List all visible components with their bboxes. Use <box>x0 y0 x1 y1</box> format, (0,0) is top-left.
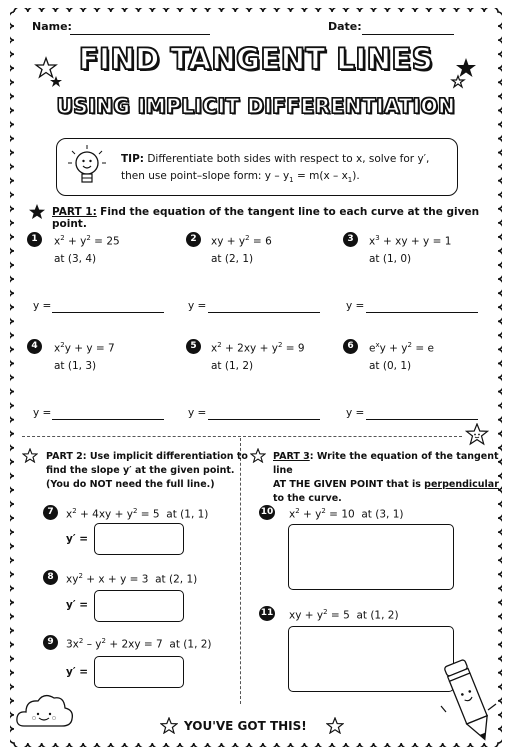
star-outline-icon <box>160 717 178 734</box>
footer-message: YOU'VE GOT THIS! <box>184 719 307 733</box>
problem-11: xy + $y^2 = 5$ at (1, 2) <box>289 608 399 622</box>
problem-number-5: 5 <box>186 339 201 354</box>
answer-line-5[interactable] <box>208 419 320 420</box>
part2-line2: find the slope y′ at the given point. <box>46 465 235 476</box>
part3-emphasis: perpendicular <box>424 479 499 490</box>
star-outline-icon <box>250 448 266 463</box>
part1-label: PART 1: <box>52 206 97 218</box>
answer-line-4[interactable] <box>52 419 164 420</box>
problem-9-point: at (1, 2) <box>169 638 212 651</box>
problem-5-point: at (1, 2) <box>211 359 254 372</box>
part3-heading <box>273 450 512 506</box>
name-field[interactable] <box>70 34 210 35</box>
answer-line-1[interactable] <box>52 312 164 313</box>
answer-line-6[interactable] <box>366 419 478 420</box>
date-field[interactable] <box>362 34 454 35</box>
problem-number-11: 11 <box>259 606 275 621</box>
tip-box <box>56 138 458 196</box>
answer-label-2: y = <box>188 300 207 312</box>
problem-3: $x^3$ + xy + y = 1 at (1, 0) <box>369 230 451 268</box>
problem-4-point: at (1, 3) <box>54 359 97 372</box>
problem-6-point: at (0, 1) <box>369 359 412 372</box>
tip-label: TIP: <box>121 153 144 165</box>
tip-line2-mid: = m(x – x <box>293 170 348 182</box>
problem-number-10: 10 <box>259 505 275 520</box>
problem-1: $x^2 + y^2 = 25$ at (3, 4) <box>54 230 120 268</box>
smiling-star-icon <box>465 423 489 446</box>
tangent-answer-box-10[interactable] <box>288 524 454 590</box>
part3-line1: : Write the equation of the tangent line <box>273 451 499 476</box>
answer-label-4: y = <box>33 407 52 419</box>
problem-2: xy + $y^2 = 6$ at (2, 1) <box>211 230 272 268</box>
slope-label-9: y′ = <box>66 666 89 678</box>
problem-5: $x^2 + 2xy + y^2 = 9$ at (1, 2) <box>211 337 305 375</box>
problem-3-point: at (1, 0) <box>369 252 412 265</box>
star-outline-icon <box>22 448 38 463</box>
slope-answer-box-7[interactable] <box>94 523 184 555</box>
problem-7: $x^2 + 4xy + y^2 = 5$ at (1, 1) <box>66 507 209 521</box>
problem-9: $3x^2 - y^2 + 2xy = 7$ at (1, 2) <box>66 637 212 651</box>
problem-10-point: at (3, 1) <box>361 508 404 521</box>
problem-8-point: at (2, 1) <box>155 573 198 586</box>
tangent-answer-box-11[interactable] <box>288 626 454 692</box>
problem-4: $x^2y + y = 7$ at (1, 3) <box>54 337 115 375</box>
answer-label-6: y = <box>346 407 365 419</box>
part3-line2: AT THE GIVEN POINT that is <box>273 479 425 490</box>
answer-label-1: y = <box>33 300 52 312</box>
problem-number-4: 4 <box>27 339 42 354</box>
slope-label-8: y′ = <box>66 599 89 611</box>
smiling-pencil-icon <box>440 652 500 748</box>
problem-2-point: at (2, 1) <box>211 252 254 265</box>
part3-line3: to the curve. <box>273 493 342 504</box>
slope-answer-box-9[interactable] <box>94 656 184 688</box>
problem-number-6: 6 <box>343 339 358 354</box>
tip-line1: Differentiate both sides with respect to x, solve for y′, <box>147 153 430 165</box>
part2-heading <box>46 450 248 492</box>
slope-label-7: y′ = <box>66 533 89 545</box>
answer-label-3: y = <box>346 300 365 312</box>
smiling-cloud-icon <box>14 686 76 734</box>
part2-line3: (You do NOT need the full line.) <box>46 479 215 490</box>
problem-6: $e^xy + y^2 = e$ at (0, 1) <box>369 337 434 375</box>
problem-7-point: at (1, 1) <box>166 508 209 521</box>
tip-text: TIP: Differentiate both sides with respect to x, solve for y′, then use point–slope form: $y - y_1 = m(x - x_1)$. <box>121 153 430 185</box>
answer-label-5: y = <box>188 407 207 419</box>
lightbulb-icon <box>65 143 109 189</box>
problem-number-9: 9 <box>43 635 58 650</box>
problem-number-3: 3 <box>343 232 358 247</box>
answer-line-2[interactable] <box>208 312 320 313</box>
title-main: FIND TANGENT LINES <box>78 42 434 76</box>
problem-10: $x^2 + y^2 = 10$ at (3, 1) <box>289 507 404 521</box>
problem-number-1: 1 <box>27 232 42 247</box>
answer-line-3[interactable] <box>366 312 478 313</box>
problem-1-point: at (3, 4) <box>54 252 97 265</box>
problem-number-8: 8 <box>43 570 58 585</box>
date-label: Date: <box>328 20 362 33</box>
slope-answer-box-8[interactable] <box>94 590 184 622</box>
problem-number-7: 7 <box>43 505 58 520</box>
tip-line2-pre: then use point–slope form: y – y <box>121 170 290 182</box>
part1-heading <box>52 206 512 230</box>
problem-number-2: 2 <box>186 232 201 247</box>
section-divider-horizontal <box>22 436 462 437</box>
title-sub: USING IMPLICIT DIFFERENTIATION <box>56 94 456 118</box>
name-label: Name: <box>32 20 72 33</box>
part1-instruction: Find the equation of the tangent line to each curve at the given point. <box>52 206 480 230</box>
tip-line2-end: ). <box>352 170 360 182</box>
problem-8: $xy^2 + x + y = 3$ at (2, 1) <box>66 572 198 586</box>
part3-label: PART 3 <box>273 451 310 462</box>
star-filled-icon <box>28 203 46 220</box>
star-outline-icon <box>326 717 344 734</box>
part2-line1: PART 2: Use implicit differentiation to <box>46 451 248 462</box>
problem-11-point: at (1, 2) <box>356 609 399 622</box>
